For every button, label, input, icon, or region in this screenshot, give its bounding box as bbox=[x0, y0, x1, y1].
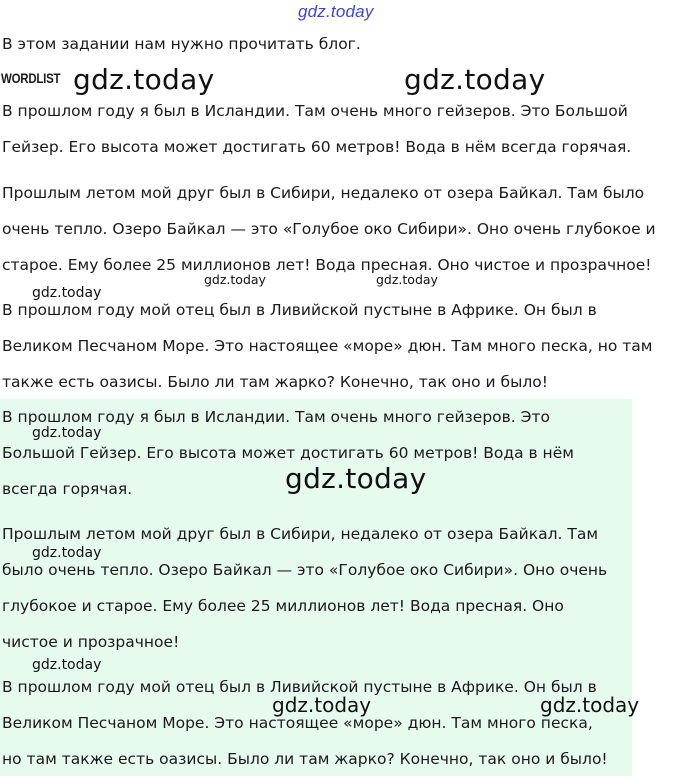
text-line: Прошлым летом мой друг был в Сибири, недалеко от озера Байкал. Там bbox=[2, 525, 599, 543]
text-line: но там также есть оазисы. Было ли там жарко? Конечно, так оно и было! bbox=[2, 750, 608, 768]
watermark: gdz.today bbox=[272, 693, 372, 717]
paragraph-highlighted-2 bbox=[2, 516, 607, 660]
watermark: gdz.today bbox=[204, 272, 266, 287]
watermark: gdz.today bbox=[32, 545, 102, 561]
paragraph-top-1 bbox=[2, 93, 631, 165]
watermark: gdz.today bbox=[404, 63, 546, 96]
watermark: gdz.today bbox=[73, 63, 215, 96]
text-line: было очень тепло. Озеро Байкал — это «Голубое око Сибири». Оно очень bbox=[2, 561, 608, 579]
watermark: gdz.today bbox=[540, 693, 640, 717]
watermark: gdz.today bbox=[32, 285, 102, 301]
text-line: В прошлом году я был в Исландии. Там очень много гейзеров. Это bbox=[2, 408, 550, 426]
watermark: gdz.today bbox=[32, 425, 102, 441]
paragraph-top-2 bbox=[2, 175, 656, 283]
text-line: глубокое и старое. Ему более 25 миллионов лет! Вода пресная. Оно bbox=[2, 597, 564, 615]
intro-text: В этом задании нам нужно прочитать блог. bbox=[2, 35, 361, 53]
text-line: очень тепло. Озеро Байкал — это «Голубое око Сибири». Оно очень глубокое и bbox=[2, 220, 656, 238]
text-line: Большой Гейзер. Его высота может достигать 60 метров! Вода в нём bbox=[2, 444, 574, 462]
text-line: чистое и прозрачное! bbox=[2, 633, 180, 651]
watermark: gdz.today bbox=[285, 462, 427, 495]
text-line: Великом Песчаном Море. Это настоящее «море» дюн. Там много песка, но там bbox=[2, 337, 653, 355]
text-line: также есть оазисы. Было ли там жарко? Конечно, так оно и было! bbox=[2, 373, 548, 391]
paragraph-top-3 bbox=[2, 292, 652, 400]
text-line: старое. Ему более 25 миллионов лет! Вода пресная. Оно чистое и прозрачное! bbox=[2, 256, 652, 274]
paragraph-highlighted-3 bbox=[2, 669, 608, 777]
text-line: В прошлом году мой отец был в Ливийской пустыне в Африке. Он был в bbox=[2, 678, 597, 696]
text-line: Гейзер. Его высота может достигать 60 метров! Вода в нём всегда горячая. bbox=[2, 138, 632, 156]
text-line: В прошлом году мой отец был в Ливийской пустыне в Африке. Он был в bbox=[2, 301, 597, 319]
watermark: gdz.today bbox=[32, 657, 102, 673]
wordlist-label: WORDLIST bbox=[1, 70, 61, 86]
text-line: В прошлом году я был в Исландии. Там очень много гейзеров. Это Большой bbox=[2, 102, 628, 120]
watermark-top: gdz.today bbox=[298, 2, 374, 21]
watermark: gdz.today bbox=[376, 272, 438, 287]
text-line: Великом Песчаном Море. Это настоящее «море» дюн. Там много песка, bbox=[2, 714, 593, 732]
text-line: Прошлым летом мой друг был в Сибири, недалеко от озера Байкал. Там было bbox=[2, 184, 645, 202]
text-line: всегда горячая. bbox=[2, 480, 133, 498]
